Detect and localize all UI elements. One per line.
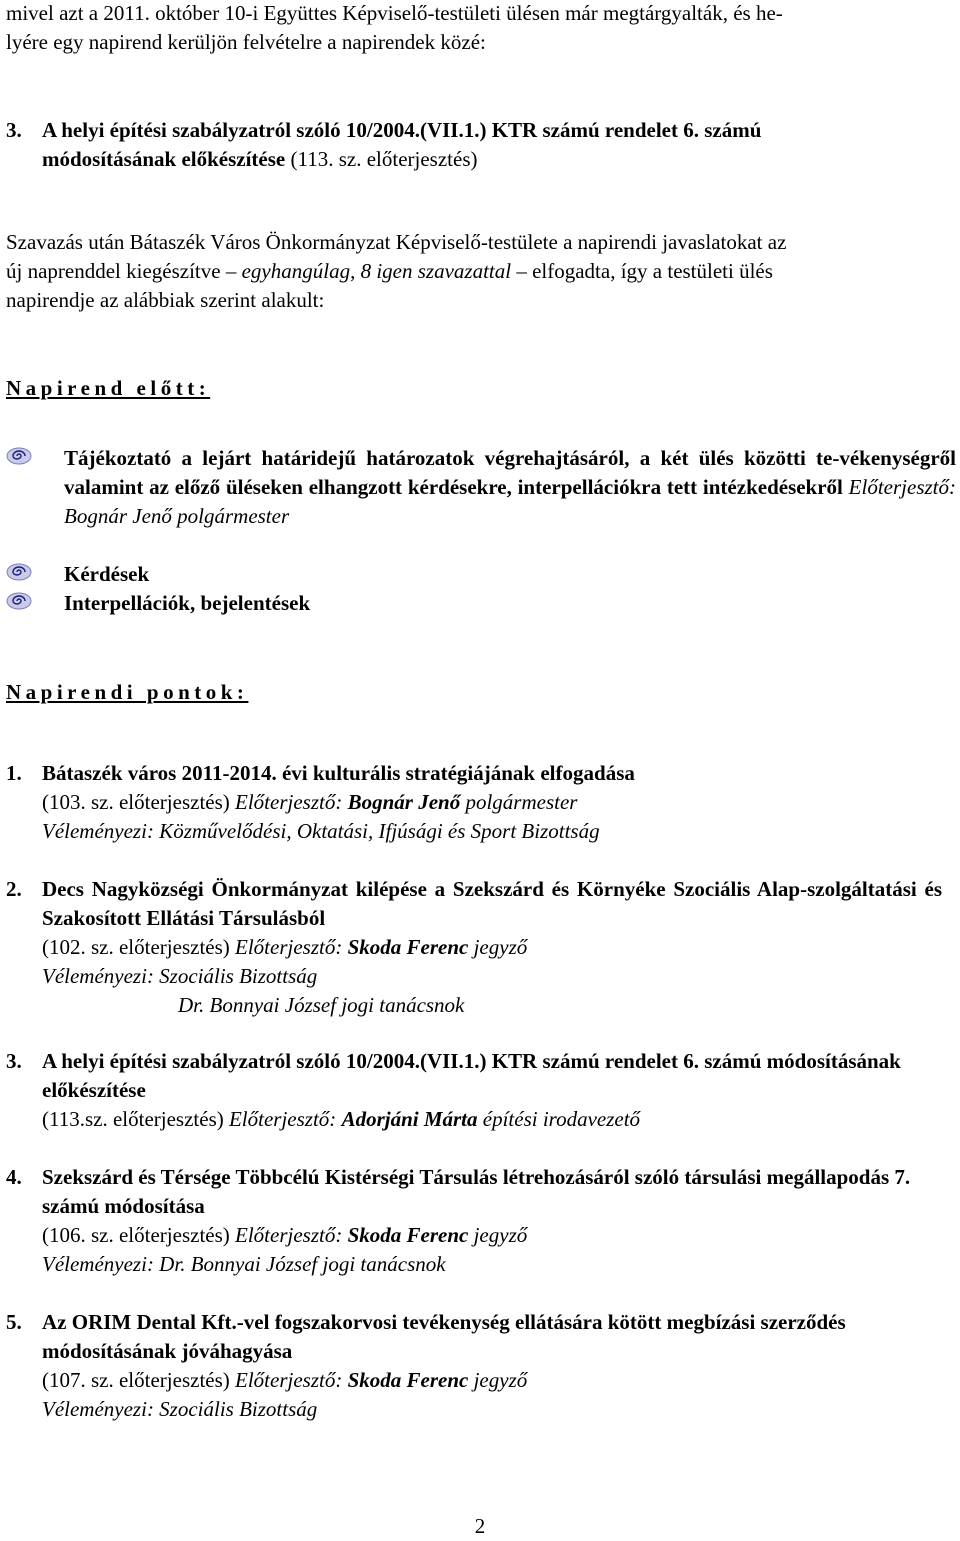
- presenter-role: jegyző: [468, 1223, 528, 1247]
- page-number: 2: [474, 1514, 486, 1538]
- agenda-title: Decs Nagyközségi Önkormányzat kilépése a Szekszárd és Környéke Szociális Alap-szolgáltatási és Szakosított Ellátási Társulásból: [42, 877, 942, 930]
- agenda-reference: (106. sz. előterjesztés): [42, 1223, 236, 1247]
- agenda-reviewer: Véleményezi: Közművelődési, Oktatási, Ifjúsági és Sport Bizottság: [42, 819, 600, 843]
- intro-line: mivel azt a 2011. október 10-i Együttes Képviselő-testületi ülésen már megtárgyalták, és he-: [6, 1, 783, 25]
- agenda-reviewer: Véleményezi: Dr. Bonnyai József jogi tanácsnok: [42, 1252, 446, 1276]
- bullet-item: [6, 444, 956, 531]
- vote-line: Szavazás után Bátaszék Város Önkormányzat Képviselő-testülete a napirendi javaslatokat az: [6, 230, 787, 254]
- agenda-item: [6, 759, 956, 846]
- agenda-item: [6, 875, 956, 1020]
- section-heading-points: Napirendi pontok:: [6, 680, 249, 704]
- agenda-reference: (113.sz. előterjesztés): [42, 1107, 229, 1131]
- agenda-item: [6, 1308, 956, 1424]
- vote-line: napirendje az alábbiak szerint alakult:: [6, 288, 325, 312]
- item-reference: (113. sz. előterjesztés): [285, 147, 478, 171]
- bullet-item: [6, 560, 956, 589]
- spiral-bullet-icon: [6, 591, 34, 611]
- agenda-number: 2.: [6, 877, 22, 901]
- vote-text: – elfogadta, így a testületi ülés: [511, 259, 773, 283]
- presenter-name: Bognár Jenő: [347, 790, 461, 814]
- item-number: 3.: [6, 118, 22, 142]
- item-title: A helyi építési szabályzatról szóló 10/2004.(VII.1.) KTR számú rendelet 6. számú: [42, 118, 762, 142]
- agenda-reference: (102. sz. előterjesztés): [42, 935, 236, 959]
- proposed-item: [6, 116, 942, 174]
- agenda-reviewer: Véleményezi: Szociális Bizottság: [42, 964, 318, 988]
- agenda-reviewer: Véleményezi: Szociális Bizottság: [42, 1397, 318, 1421]
- item-title: módosításának előkészítése: [42, 147, 286, 171]
- bullet-presenter: Előterjesztő: Bognár Jenő polgármester: [64, 475, 956, 528]
- agenda-number: 3.: [6, 1049, 22, 1073]
- agenda-title: Az ORIM Dental Kft.-vel fogszakorvosi tevékenység ellátására kötött megbízási szerződés módosításának jóváhagyása: [42, 1310, 846, 1363]
- agenda-title: A helyi építési szabályzatról szóló 10/2004.(VII.1.) KTR számú rendelet 6. számú módosításának előkészítése: [42, 1049, 901, 1102]
- presenter-label: Előterjesztő:: [235, 790, 348, 814]
- agenda-item: [6, 1047, 956, 1134]
- bullet-title: Tájékoztató a lejárt határidejű határozatok végrehajtásáról, a két ülés közötti te-vékenységről valamint az előző üléseken elhangzott kérdésekre, interpellációkra tett intézkedésekről: [64, 446, 956, 499]
- presenter-label: Előterjesztő:: [235, 935, 348, 959]
- presenter-name: Skoda Ferenc: [347, 935, 469, 959]
- presenter-name: Adorjáni Márta: [341, 1107, 478, 1131]
- bullet-item: [6, 589, 956, 618]
- spiral-bullet-icon: [6, 562, 34, 582]
- presenter-name: Skoda Ferenc: [347, 1223, 469, 1247]
- intro-line: lyére egy napirend kerüljön felvételre a napirendek közé:: [6, 30, 486, 54]
- agenda-title: Szekszárd és Térsége Többcélú Kistérségi Társulás létrehozásáról szóló társulási megállapodás 7. számú módosítása: [42, 1165, 911, 1218]
- presenter-name: Skoda Ferenc: [347, 1368, 469, 1392]
- spiral-bullet-icon: [6, 446, 34, 466]
- presenter-role: polgármester: [460, 790, 578, 814]
- agenda-item: [6, 1163, 956, 1279]
- vote-result: egyhangúlag, 8 igen szavazattal: [241, 259, 512, 283]
- agenda-reference: (107. sz. előterjesztés): [42, 1368, 236, 1392]
- presenter-role: jegyző: [468, 935, 528, 959]
- vote-paragraph: [6, 228, 956, 315]
- agenda-title: Bátaszék város 2011-2014. évi kulturális stratégiájának elfogadása: [42, 761, 635, 785]
- presenter-role: jegyző: [468, 1368, 528, 1392]
- bullet-title: Interpellációk, bejelentések: [64, 591, 311, 615]
- agenda-reference: (103. sz. előterjesztés): [42, 790, 236, 814]
- section-heading-before: Napirend előtt:: [6, 376, 211, 400]
- agenda-number: 1.: [6, 761, 22, 785]
- presenter-label: Előterjesztő:: [235, 1223, 348, 1247]
- presenter-role: építési irodavezető: [477, 1107, 641, 1131]
- bullet-title: Kérdések: [64, 562, 150, 586]
- agenda-number: 5.: [6, 1310, 22, 1334]
- agenda-number: 4.: [6, 1165, 22, 1189]
- presenter-label: Előterjesztő:: [228, 1107, 342, 1131]
- presenter-label: Előterjesztő:: [235, 1368, 348, 1392]
- vote-text: új naprenddel kiegészítve –: [6, 259, 242, 283]
- intro-paragraph: [6, 0, 956, 57]
- agenda-reviewer: Dr. Bonnyai József jogi tanácsnok: [178, 993, 465, 1017]
